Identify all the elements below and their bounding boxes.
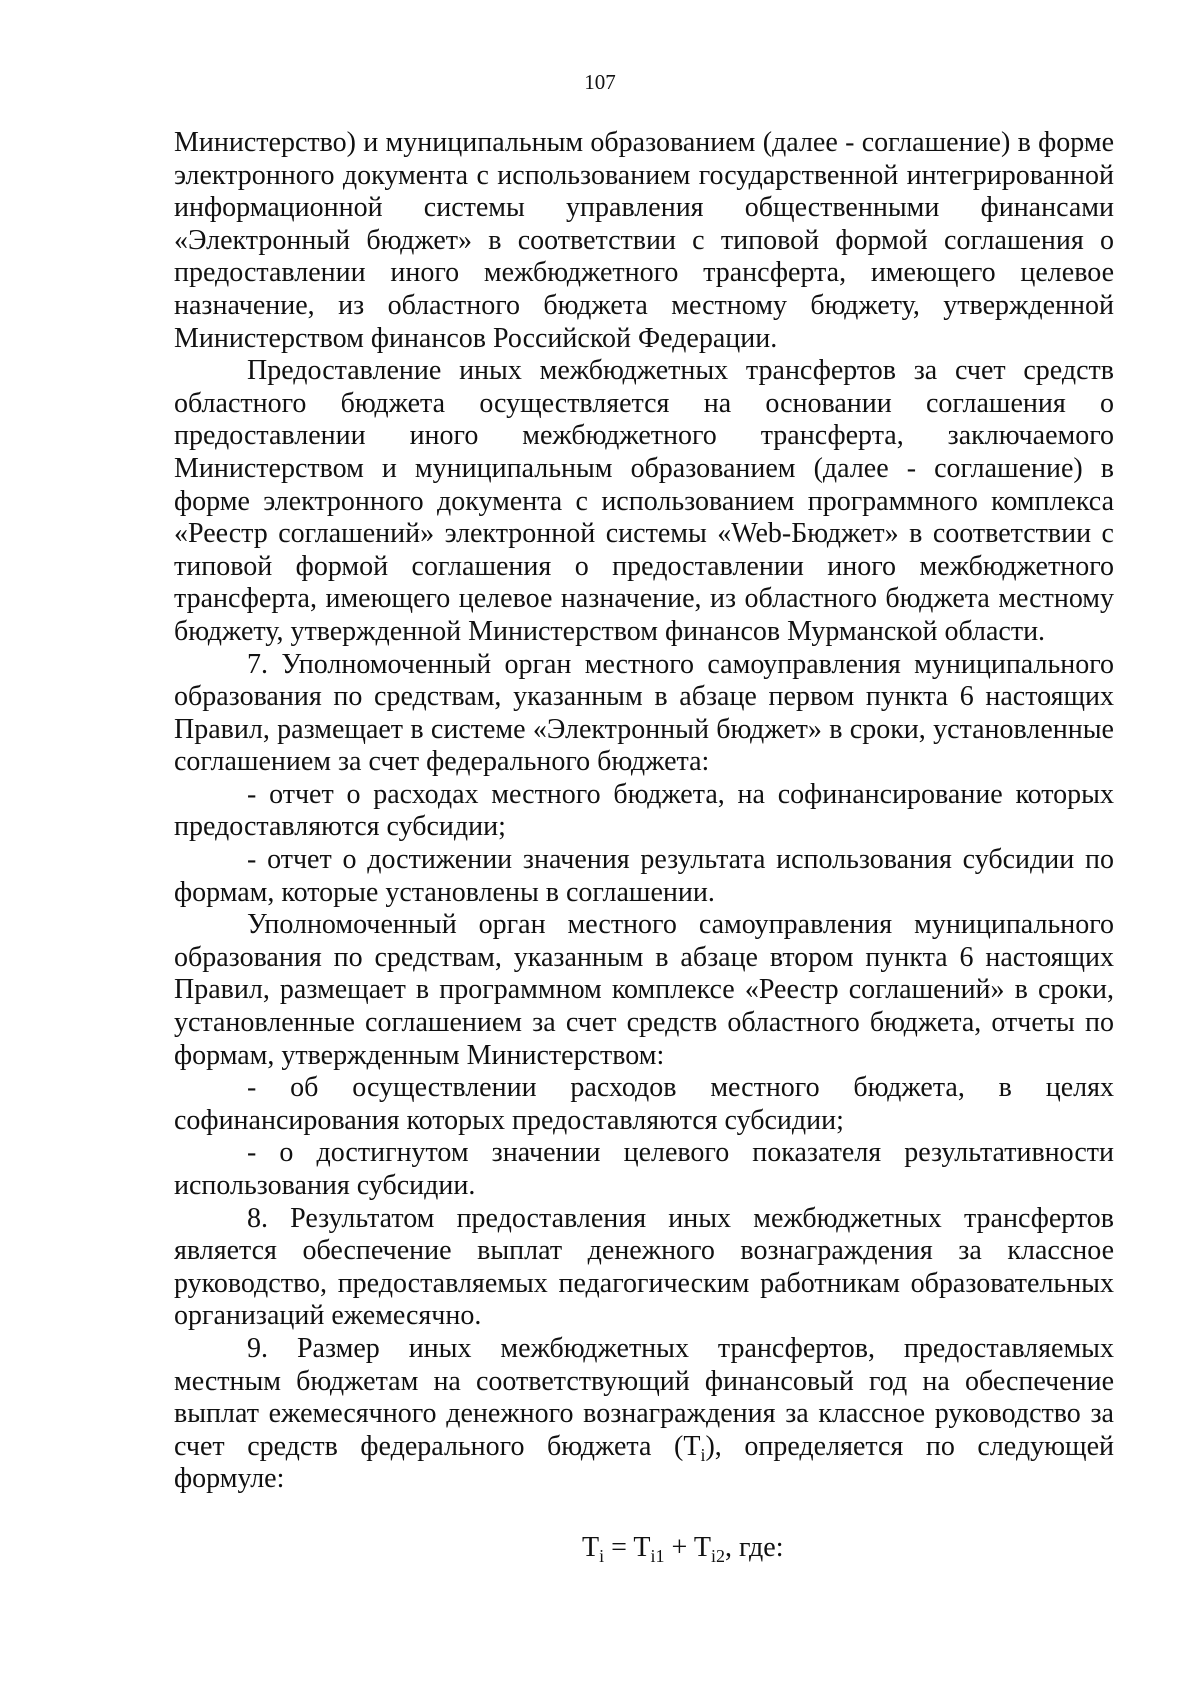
formula-subscript: i1 (650, 1546, 665, 1566)
paragraph: Уполномоченный орган местного самоуправления муниципального образования по средствам, указанным в абзаце втором пункта 6 настоящих Правил, размещает в программном комплексе «Реестр соглашений» в сроки, установленные соглашением за счет средств областного бюджета, отчеты по формам, утвержденным Министерством: (174, 909, 1114, 1071)
document-body (174, 127, 1114, 1496)
paragraph-text: 9. Размер иных межбюджетных трансфертов, предоставляемых местным бюджетам на соответствующий финансовый год на обеспечение выплат ежемесячного денежного вознаграждения за классное руководство за счет средств федерального бюджета (T (174, 1332, 1114, 1462)
paragraph: Министерство) и муниципальным образованием (далее - соглашение) в форме электронного документа с использованием государственной интегрированной информационной системы управления общественными финансами «Электронный бюджет» в соответствии с типовой формой соглашения о предоставлении иного межбюджетного трансферта, имеющего целевое назначение, из областного бюджета местному бюджету, утвержденной Министерством финансов Российской Федерации. (174, 127, 1114, 354)
paragraph: Предоставление иных межбюджетных трансфертов за счет средств областного бюджета осуществляется на основании соглашения о предоставлении иного межбюджетного трансферта, заключаемого Министерством и муниципальным образованием (далее - соглашение) в форме электронного документа с использованием программного комплекса «Реестр соглашений» электронной системы «Web-Бюджет» в соответствии с типовой формой соглашения о предоставлении иного межбюджетного трансферта, имеющего целевое назначение, из областного бюджета местному бюджету, утвержденной Министерством финансов Мурманской области. (174, 355, 1114, 647)
paragraph: 8. Результатом предоставления иных межбюджетных трансфертов является обеспечение выплат денежного вознаграждения за классное руководство, предоставляемых педагогическим работникам образовательных организаций ежемесячно. (174, 1202, 1114, 1332)
page-number: 107 (584, 70, 616, 94)
paragraph: - об осуществлении расходов местного бюджета, в целях софинансирования которых предоставляются субсидии; (174, 1072, 1114, 1136)
formula-symbol: T (582, 1532, 600, 1563)
formula-operator: + (664, 1532, 694, 1563)
paragraph: 7. Уполномоченный орган местного самоуправления муниципального образования по средствам, указанным в абзаце первом пункта 6 настоящих Правил, размещает в системе «Электронный бюджет» в сроки, установленные соглашением за счет федерального бюджета: (174, 648, 1114, 778)
paragraph: - отчет о расходах местного бюджета, на софинансирование которых предоставляются субсидии; (174, 778, 1114, 843)
formula-subscript: i (599, 1546, 605, 1566)
formula-subscript: i2 (710, 1546, 725, 1566)
formula-tail: , где: (724, 1532, 784, 1563)
paragraph-text: ), определяется по следующей формуле: (174, 1430, 1114, 1495)
paragraph: - отчет о достижении значения результата использования субсидии по формам, которые установлены в соглашении. (174, 844, 1114, 908)
formula-expression (582, 1532, 784, 1564)
paragraph: - о достигнутом значении целевого показателя результативности использования субсидии. (174, 1137, 1114, 1201)
paragraph (174, 1333, 1114, 1496)
formula-symbol: T (693, 1532, 711, 1563)
subscript: i (700, 1444, 706, 1465)
formula-symbol: T (633, 1532, 651, 1563)
formula-operator: = (604, 1532, 634, 1563)
